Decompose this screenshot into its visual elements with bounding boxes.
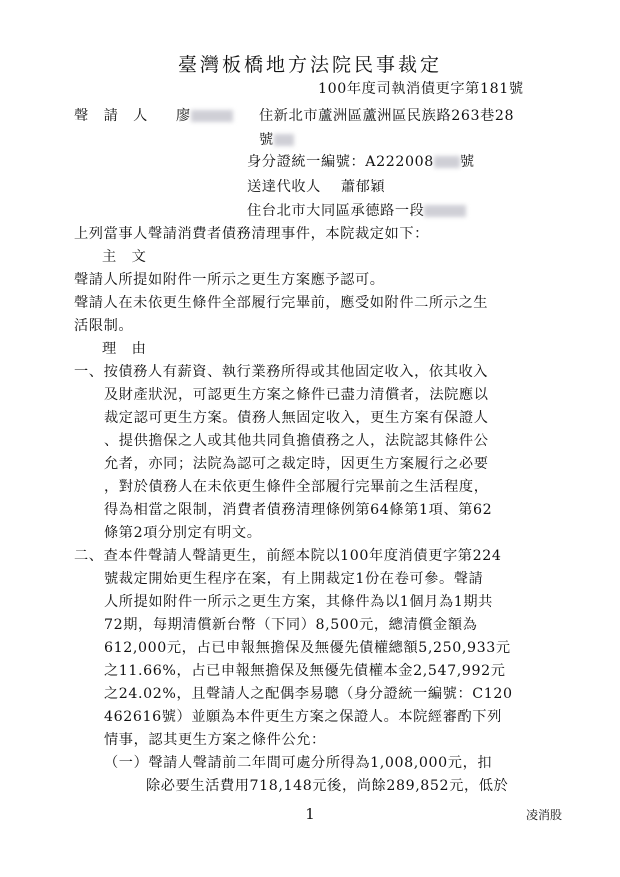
applicant-name xyxy=(176,106,233,126)
reason1-line: 允者，亦同；法院為認可之裁定時，因更生方案履行之必要 xyxy=(104,456,489,472)
applicant-id xyxy=(247,152,475,172)
redaction-mark xyxy=(434,156,460,168)
applicant-name-prefix: 廖 xyxy=(176,108,191,124)
case-number: 100年度司執消債更字第181號 xyxy=(318,81,524,97)
applicant-address-prefix: 號 xyxy=(259,132,274,148)
reason2-line: 之24.02%，且聲請人之配偶李易聰（身分證統一編號：C120 xyxy=(104,686,513,702)
reason2-line: 情事，認其更生方案之條件公允： xyxy=(104,732,326,748)
applicant-id-suffix: 號 xyxy=(459,154,475,170)
reason1-line: 及財產狀況，可認更生方案之條件已盡力清償者，法院應以 xyxy=(104,387,489,403)
main-heading: 主 文 xyxy=(102,249,147,265)
reason1-line: 條第2項分別定有明文。 xyxy=(104,525,262,541)
reason1-line: 裁定認可更生方案。債務人無固定收入，更生方案有保證人 xyxy=(104,410,489,426)
applicant-id-label: 身分證統一編號：A222008 xyxy=(247,154,434,170)
agent-address-text: 住台北市大同區承德路一段 xyxy=(247,203,425,219)
main-line: 活限制。 xyxy=(74,318,134,334)
footer-code: 凌消股 xyxy=(525,808,562,822)
document-title: 臺灣板橋地方法院民事裁定 xyxy=(177,54,442,76)
main-line: 聲請人在未依更生條件全部履行完畢前，應受如附件二所示之生 xyxy=(74,295,489,311)
reason2-line: 462616號）並願為本件更生方案之保證人。本院經審酌下列 xyxy=(104,709,502,725)
agent-address xyxy=(247,201,466,221)
reason-heading: 理 由 xyxy=(102,341,147,357)
reason2-line: 72期，每期清償新台幣（下同）8,500元，總清償金額為 xyxy=(104,617,478,633)
redaction-mark xyxy=(191,110,233,122)
reason1-line: 得為相當之限制，消費者債務清理條例第64條第1項、第62 xyxy=(104,502,493,518)
reason2-line: 人所提如附件一所示之更生方案，其條件為以1個月為1期共 xyxy=(104,594,493,610)
service-agent: 送達代收人 蕭郁穎 xyxy=(247,179,386,195)
sub1-line: 除必要生活費用718,148元後，尚餘289,852元，低於 xyxy=(146,778,509,794)
reason2-line: 之11.66%，占已申報無擔保及無優先債權本金2,547,992元 xyxy=(104,663,506,679)
reason2-line: 號裁定開始更生程序在案，有上開裁定1份在卷可參。聲請 xyxy=(104,571,484,587)
applicant-role-label: 聲 請 人 xyxy=(74,108,148,124)
reason2-line: 二、查本件聲請人聲請更生，前經本院以100年度消債更字第224 xyxy=(74,548,502,564)
reason1-line: 、提供擔保之人或其他共同負擔債務之人，法院認其條件公 xyxy=(104,433,489,449)
redaction-mark xyxy=(274,134,294,146)
sub1-line: （一）聲請人聲請前二年間可處分所得為1,008,000元，扣 xyxy=(104,755,493,771)
redaction-mark xyxy=(424,205,466,217)
page-number: 1 xyxy=(305,805,315,823)
applicant-address-line1: 住新北市蘆洲區蘆洲區民族路263巷28 xyxy=(259,108,515,124)
reason2-line: 612,000元，占已申報無擔保及無優先債權總額5,250,933元 xyxy=(104,640,511,656)
applicant-address-line2 xyxy=(259,130,294,150)
main-line: 聲請人所提如附件一所示之更生方案應予認可。 xyxy=(74,272,385,288)
reason1-line: 一、按債務人有薪資、執行業務所得或其他固定收入，依其收入 xyxy=(74,364,489,380)
reason1-line: ，對於債務人在未依更生條件全部履行完畢前之生活程度， xyxy=(104,479,489,495)
intro-text: 上列當事人聲請消費者債務清理事件，本院裁定如下： xyxy=(74,226,429,242)
